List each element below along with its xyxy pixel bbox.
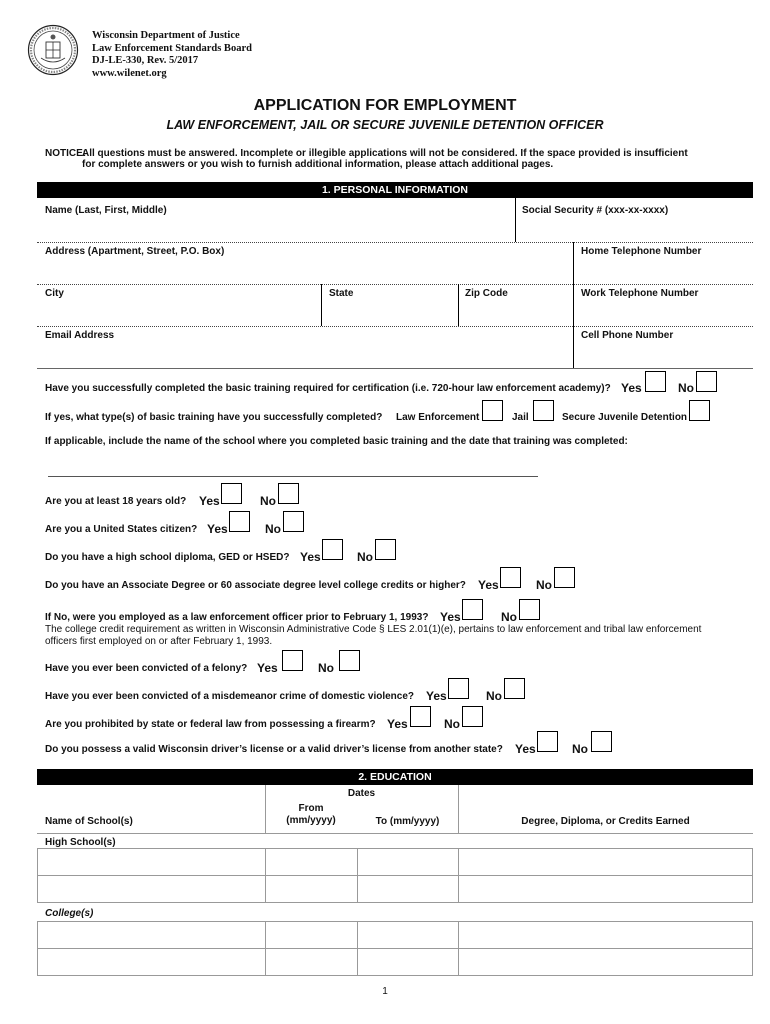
prior-1993-no-label: No: [501, 610, 517, 624]
state-field[interactable]: State: [329, 288, 354, 299]
school-name-header: Name of School(s): [45, 816, 133, 827]
question-firearm: Are you prohibited by state or federal law from possessing a firearm?: [45, 719, 376, 730]
basic-training-no-label: No: [678, 381, 694, 395]
training-jail-checkbox[interactable]: [533, 400, 554, 421]
prior-1993-no-checkbox[interactable]: [519, 599, 540, 620]
question-prior-1993: If No, were you employed as a law enforcement officer prior to February 1, 1993?: [45, 612, 429, 623]
training-jail-label: Jail: [512, 412, 529, 423]
age-no-checkbox[interactable]: [278, 483, 299, 504]
agency-name: Wisconsin Department of Justice: [92, 30, 240, 41]
question-age: Are you at least 18 years old?: [45, 496, 187, 507]
state-seal-logo: [27, 24, 79, 76]
college-label: College(s): [45, 908, 94, 919]
zip-field[interactable]: Zip Code: [465, 288, 508, 299]
question-drivers-license: Do you possess a valid Wisconsin driver’s license or a valid driver’s license from another state?: [45, 744, 503, 755]
question-training-types: If yes, what type(s) of basic training have you successfully completed?: [45, 412, 383, 423]
from-header-line-2: (mm/yyyy): [286, 815, 336, 826]
prior-1993-yes-label: Yes: [440, 610, 461, 624]
basic-training-no-checkbox[interactable]: [696, 371, 717, 392]
high-school-table: [37, 848, 753, 903]
city-field[interactable]: City: [45, 288, 64, 299]
basic-training-yes-label: Yes: [621, 381, 642, 395]
diploma-yes-checkbox[interactable]: [322, 539, 343, 560]
training-school-line[interactable]: [48, 476, 538, 477]
basic-training-yes-checkbox[interactable]: [645, 371, 666, 392]
dates-header: Dates: [347, 788, 376, 799]
citizen-no-label: No: [265, 522, 281, 536]
work-phone-field[interactable]: Work Telephone Number: [581, 288, 699, 299]
page-number: 1: [382, 986, 388, 997]
question-associate-degree: Do you have an Associate Degree or 60 associate degree level college credits or higher?: [45, 580, 466, 591]
associate-no-checkbox[interactable]: [554, 567, 575, 588]
section-personal-information-header: [37, 182, 753, 198]
degree-header: Degree, Diploma, or Credits Earned: [521, 816, 690, 827]
email-field[interactable]: Email Address: [45, 330, 115, 341]
question-misdemeanor: Have you ever been convicted of a misdemeanor crime of domestic violence?: [45, 691, 415, 702]
from-header: [265, 803, 357, 827]
associate-no-label: No: [536, 578, 552, 592]
felony-no-label: No: [318, 661, 334, 675]
college-row-1[interactable]: [38, 922, 752, 948]
license-no-checkbox[interactable]: [591, 731, 612, 752]
section-education-header: [37, 769, 753, 785]
felony-yes-label: Yes: [257, 661, 278, 675]
training-law-enforcement-label: Law Enforcement: [396, 412, 480, 423]
section-2-title: 2. EDUCATION: [358, 771, 432, 783]
age-yes-label: Yes: [199, 494, 220, 508]
age-yes-checkbox[interactable]: [221, 483, 242, 504]
notice-label: NOTICE:: [45, 148, 87, 159]
ssn-field[interactable]: Social Security # (xxx-xx-xxxx): [522, 205, 669, 216]
diploma-yes-label: Yes: [300, 550, 321, 564]
citizen-yes-label: Yes: [207, 522, 228, 536]
license-yes-label: Yes: [515, 742, 536, 756]
credit-note-line-1: The college credit requirement as written in Wisconsin Administrative Code § LES 2.01(1)(e), pertains to law enforcement and tribal law enforcement: [45, 624, 702, 635]
misdemeanor-no-label: No: [486, 689, 502, 703]
question-basic-training: Have you successfully completed the basic training required for certification (i.e. 720-hour law enforcement academy)?: [45, 383, 611, 394]
misdemeanor-no-checkbox[interactable]: [504, 678, 525, 699]
citizen-no-checkbox[interactable]: [283, 511, 304, 532]
notice-line-1: All questions must be answered. Incomplete or illegible applications will not be considered. If the space provided is insufficient: [82, 148, 688, 159]
associate-yes-label: Yes: [478, 578, 499, 592]
training-sjd-label: Secure Juvenile Detention: [562, 412, 688, 423]
website-link: www.wilenet.org: [92, 67, 167, 79]
diploma-no-checkbox[interactable]: [375, 539, 396, 560]
college-table: [37, 921, 753, 976]
home-phone-field[interactable]: Home Telephone Number: [581, 246, 702, 257]
question-citizen: Are you a United States citizen?: [45, 524, 198, 535]
board-name: Law Enforcement Standards Board: [92, 42, 252, 54]
felony-yes-checkbox[interactable]: [282, 650, 303, 671]
citizen-yes-checkbox[interactable]: [229, 511, 250, 532]
license-yes-checkbox[interactable]: [537, 731, 558, 752]
notice-line-2: for complete answers or you wish to furnish additional information, please attach additional pages.: [82, 159, 554, 170]
high-school-label: High School(s): [45, 837, 116, 848]
from-header-line-1: From: [298, 803, 324, 814]
question-training-school: If applicable, include the name of the school where you completed basic training and the date that training was completed:: [45, 436, 628, 447]
name-field[interactable]: Name (Last, First, Middle): [45, 205, 167, 216]
training-sjd-checkbox[interactable]: [689, 400, 710, 421]
high-school-row-1[interactable]: [38, 849, 752, 875]
training-law-enforcement-checkbox[interactable]: [482, 400, 503, 421]
firearm-no-checkbox[interactable]: [462, 706, 483, 727]
diploma-no-label: No: [357, 550, 373, 564]
page-subtitle: LAW ENFORCEMENT, JAIL OR SECURE JUVENILE DETENTION OFFICER: [166, 118, 604, 132]
credit-note-line-2: officers first employed on or after February 1, 1993.: [45, 636, 273, 647]
associate-yes-checkbox[interactable]: [500, 567, 521, 588]
license-no-label: No: [572, 742, 588, 756]
college-row-2[interactable]: [38, 949, 752, 975]
firearm-yes-label: Yes: [387, 717, 408, 731]
cell-phone-field[interactable]: Cell Phone Number: [581, 330, 674, 341]
firearm-yes-checkbox[interactable]: [410, 706, 431, 727]
question-diploma: Do you have a high school diploma, GED or HSED?: [45, 552, 290, 563]
to-header: To (mm/yyyy): [375, 816, 440, 827]
firearm-no-label: No: [444, 717, 460, 731]
section-1-title: 1. PERSONAL INFORMATION: [321, 184, 469, 196]
age-no-label: No: [260, 494, 276, 508]
prior-1993-yes-checkbox[interactable]: [462, 599, 483, 620]
address-field[interactable]: Address (Apartment, Street, P.O. Box): [45, 246, 225, 257]
question-felony: Have you ever been convicted of a felony?: [45, 663, 248, 674]
high-school-row-2[interactable]: [38, 876, 752, 902]
form-number: DJ-LE-330, Rev. 5/2017: [92, 55, 199, 66]
page-title: APPLICATION FOR EMPLOYMENT: [253, 97, 517, 114]
misdemeanor-yes-checkbox[interactable]: [448, 678, 469, 699]
misdemeanor-yes-label: Yes: [426, 689, 447, 703]
felony-no-checkbox[interactable]: [339, 650, 360, 671]
